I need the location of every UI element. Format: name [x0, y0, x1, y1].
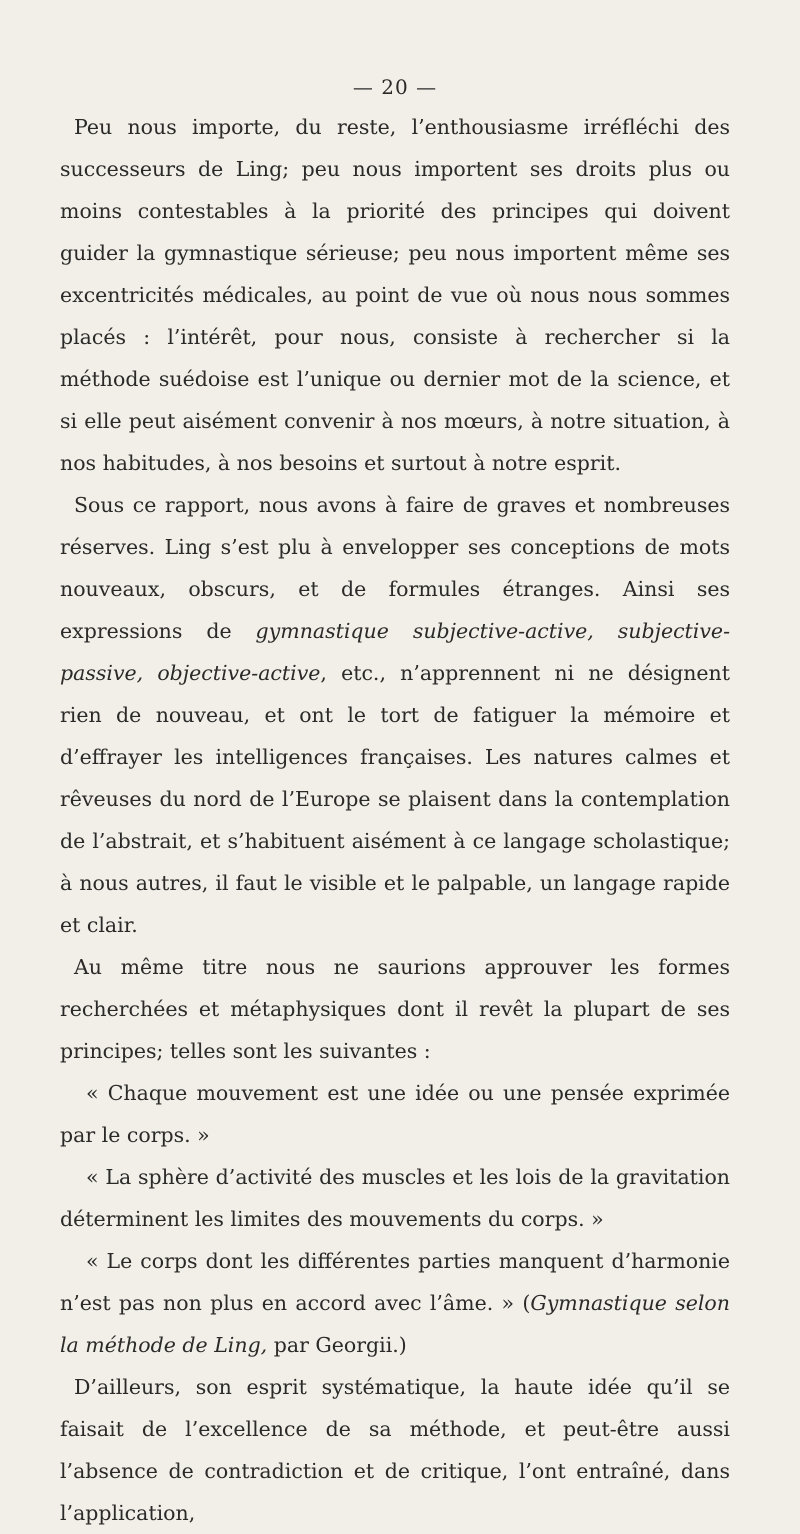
paragraph-reserves-italic-terms: gymnastique subjective-active, subjective-passive, objective-active: [60, 619, 730, 685]
quote-movement-idea: « Chaque mouvement est une idée ou une pensée exprimée par le corps. »: [60, 1081, 730, 1147]
paragraph-systematic-spirit: D’ailleurs, son esprit systématique, la haute idée qu’il se faisait de l’excellence de sa méthode, et peut-être aussi l’absence de contradiction et de critique, l’ont entraîné, dans l’application,: [60, 1375, 730, 1525]
quote-body-harmony: [60, 1240, 730, 1366]
quote-body-harmony-text-1: « Le corps dont les différentes parties manquent d’harmonie n’est pas non plus en accord avec l’âme. » (: [60, 1249, 730, 1315]
quote-body-harmony-text-2: par Georgii.): [267, 1333, 407, 1357]
quote-muscle-sphere: « La sphère d’activité des muscles et les lois de la gravitation déterminent les limites des mouvements du corps. »: [60, 1165, 730, 1231]
quote-citation-title: Gymnastique selon la méthode de Ling,: [60, 1291, 730, 1357]
paragraph-reserves-text-1: Sous ce rapport, nous avons à faire de graves et nombreuses réserves. Ling s’est plu à envelopper ses conceptions de mots nouveaux, obscurs, et de formules étranges. Ainsi ses expressions de: [60, 493, 730, 643]
paragraph-reserves-text-2: , etc., n’apprennent ni ne désignent rien de nouveau, et ont le tort de fatiguer la mémoire et d’effrayer les intelligences françaises. Les natures calmes et rêveuses du nord de l’Europe se plaisent dans la contemplation de l’abstrait, et s’habituent aisément à ce langage scholastique; à nous autres, il faut le visible et le palpable, un langage rapide et clair.: [60, 661, 730, 937]
paragraph-ling-successors: Peu nous importe, du reste, l’enthousiasme irréfléchi des successeurs de Ling; peu nous importent ses droits plus ou moins contestables à la priorité des principes qui doivent guider la gymnastique sérieuse; peu nous importent même ses excentricités médicales, au point de vue où nous nous sommes placés : l’intérêt, pour nous, consiste à rechercher si la méthode suédoise est l’unique ou dernier mot de la science, et si elle peut aisément convenir à nos mœurs, à notre situation, à nos habitudes, à nos besoins et surtout à notre esprit.: [60, 115, 730, 475]
paragraph-metaphysical-forms: Au même titre nous ne saurions approuver les formes recherchées et métaphysiques dont il revêt la plupart de ses principes; telles sont les suivantes :: [60, 955, 730, 1063]
page-number: — 20 —: [352, 75, 438, 99]
paragraph-reserves: [60, 484, 730, 946]
